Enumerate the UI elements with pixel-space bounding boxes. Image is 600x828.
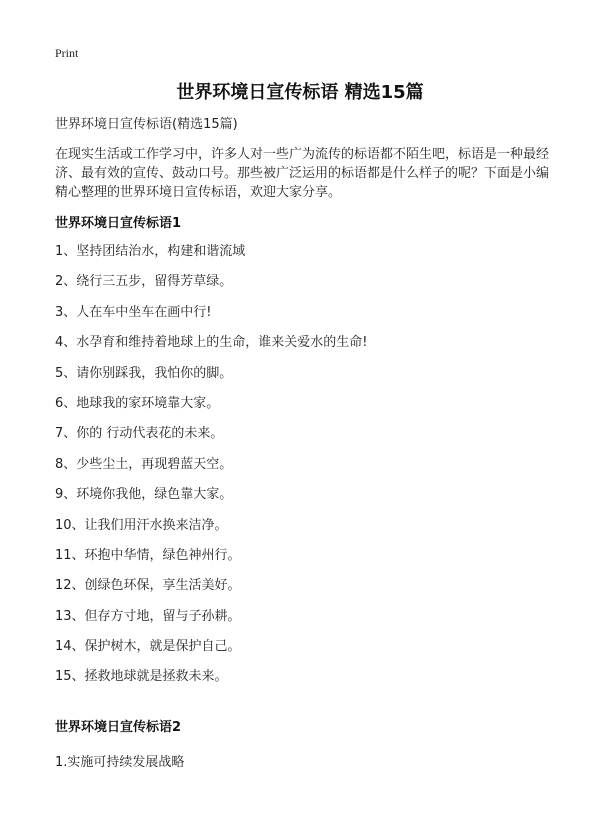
document-body bbox=[55, 118, 555, 701]
list-item: 2、绕行三五步，留得芳草绿。 bbox=[55, 274, 233, 290]
section-2 bbox=[55, 716, 184, 770]
list-item: 1、坚持团结治水，构建和谐流域 bbox=[55, 244, 246, 259]
print-link[interactable]: Print bbox=[55, 46, 79, 60]
list-item: 14、保护树木，就是保护自己。 bbox=[55, 639, 241, 655]
page-title: 世界环境日宣传标语 精选15篇 bbox=[176, 82, 424, 103]
list-item: 13、但存方寸地，留与子孙耕。 bbox=[55, 608, 241, 624]
list-item: 4、水孕育和维持着地球上的生命，谁来关爱水的生命! bbox=[55, 335, 368, 351]
section-heading-1: 世界环境日宣传标语1 bbox=[55, 216, 182, 231]
list-item: 9、环境你我他，绿色靠大家。 bbox=[55, 487, 233, 503]
list-item: 12、创绿色环保，享生活美好。 bbox=[55, 578, 241, 594]
list-item: 3、人在车中坐车在画中行! bbox=[55, 304, 212, 320]
list-item: 8、少些尘土，再现碧蓝天空。 bbox=[55, 456, 233, 472]
list-item: 7、你的 行动代表花的未来。 bbox=[55, 426, 224, 442]
slogan-list bbox=[55, 245, 555, 701]
list-item: 11、环抱中华情，绿色神州行。 bbox=[55, 547, 241, 563]
intro-paragraph: 在现实生活或工作学习中，许多人对一些广为流传的标语都不陌生吧，标语是一种最经济、最有效的宣传、鼓动口号。那些被广泛运用的标语都是什么样子的呢？下面是小编精心整理的世界环境日宣传标语，欢迎大家分享。 bbox=[55, 147, 550, 200]
list-item: 5、请你别踩我，我怕你的脚。 bbox=[55, 365, 233, 381]
list-item: 6、地球我的家环境靠大家。 bbox=[55, 395, 220, 411]
list-item: 15、拯救地球就是拯救未来。 bbox=[55, 669, 228, 685]
section-heading-2: 世界环境日宣传标语2 bbox=[55, 720, 182, 735]
list-item: 10、让我们用汗水换来洁净。 bbox=[55, 517, 228, 533]
list-item: 1.实施可持续发展战略 bbox=[55, 755, 185, 770]
document-subtitle: 世界环境日宣传标语(精选15篇) bbox=[55, 117, 238, 132]
